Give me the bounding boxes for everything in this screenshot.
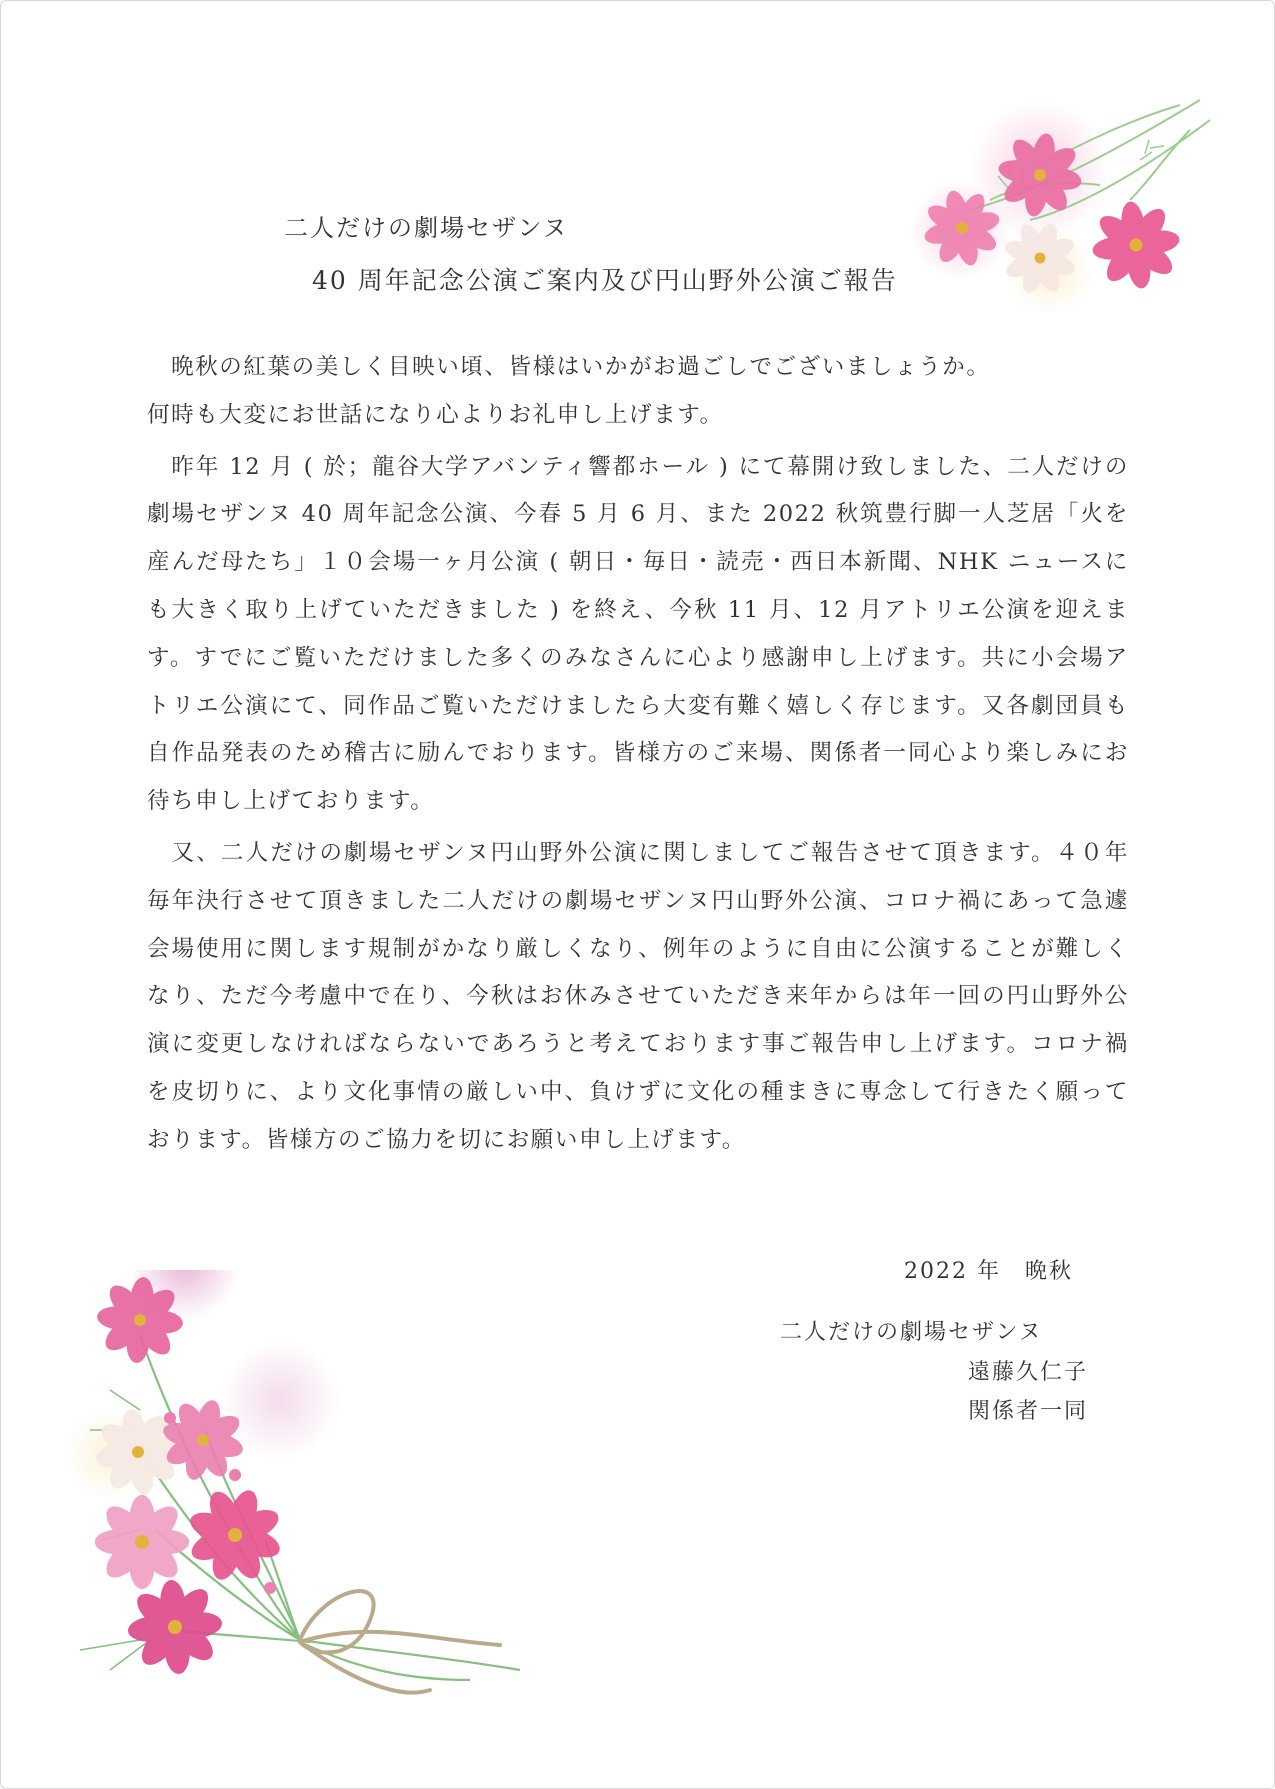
closing-signatory: 遠藤久仁子 <box>968 1360 1089 1385</box>
cosmos-flowers-bottom-image <box>70 1270 590 1710</box>
cosmos-flowers-top-image <box>900 90 1230 320</box>
closing-organization: 二人だけの劇場セザンヌ <box>780 1320 1043 1345</box>
closing-all-staff: 関係者一同 <box>968 1399 1089 1424</box>
letter-body <box>147 344 1129 1169</box>
document-title-organization: 二人だけの劇場セザンヌ <box>284 214 569 242</box>
paragraph-greeting: 晩秋の紅葉の美しく目映い頃、皆様はいかがお過ごしでございましょうか。 何時も大変にお世話になり心よりお礼申し上げます。 <box>147 354 991 428</box>
document-title-subject: 40 周年記念公演ご案内及び円山野外公演ご報告 <box>312 266 898 295</box>
paragraph-performance-info: 昨年 12 月 ( 於；龍谷大学アバンティ響都ホール ) にて幕開け致しました、二人だけの劇場セザンヌ 40 周年記念公演、今春 5 月 6 月、また 2022 秋筑豊行脚一人芝居「火を産んだ母たち」１０会場一ヶ月公演 ( 朝日・毎日・読売・西日本新聞、NHK ニュースにも大きく取り上げていただきました ) を終え、今秋 11 月、12 月アトリエ公演を迎えます。すでにご覧いただけました多くのみなさんに心より感謝申し上げます。共に小会場アトリエ公演にて、同作品ご覧いただけましたら大変有難く嬉しく存じます。又各劇団員も自作品発表のため稽古に励んでおります。皆様方のご来場、関係者一同心より楽しみにお待ち申し上げております。 <box>147 453 1129 815</box>
closing-date: 2022 年 晩秋 <box>904 1259 1073 1284</box>
paragraph-outdoor-report: 又、二人だけの劇場セザンヌ円山野外公演に関しましてご報告させて頂きます。４０年毎年決行させて頂きました二人だけの劇場セザンヌ円山野外公演、コロナ禍にあって急遽会場使用に関します規制がかなり厳しくなり、例年のように自由に公演することが難しくなり、ただ今考慮中で在り、今秋はお休みさせていただき来年からは年一回の円山野外公演に変更しなければならないであろうと考えております事ご報告申し上げます。コロナ禍を皮切りに、より文化事情の厳しい中、負けずに文化の種まきに専念して行きたく願っております。皆様方のご協力を切にお願い申し上げます。 <box>147 839 1129 1153</box>
